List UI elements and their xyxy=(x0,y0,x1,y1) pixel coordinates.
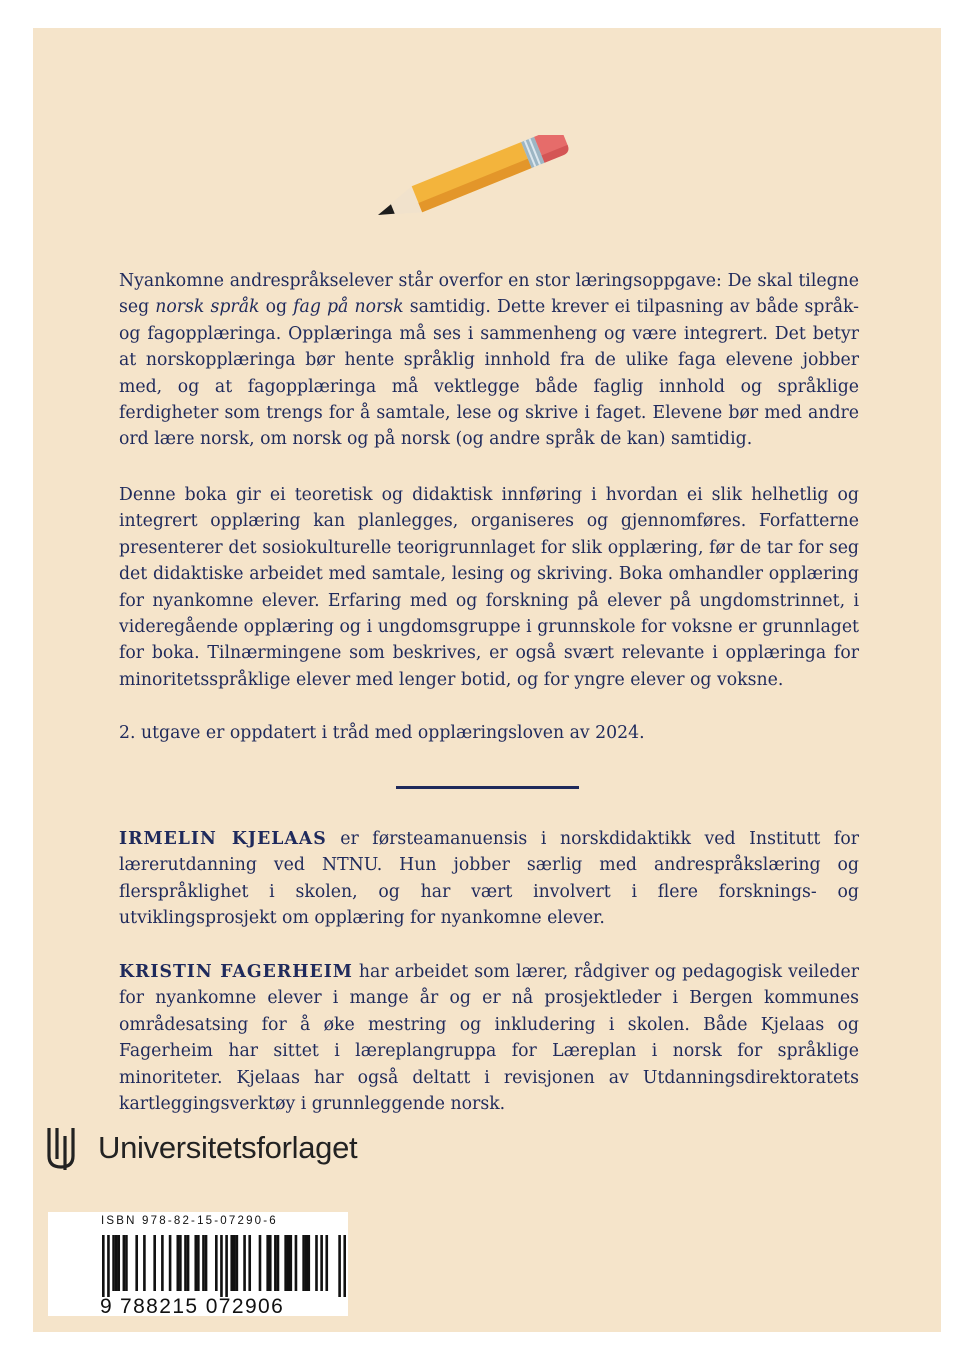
barcode-bar xyxy=(277,1235,280,1291)
universitetsforlaget-logo-icon xyxy=(46,1126,76,1170)
barcode-digit-first: 9 xyxy=(100,1295,112,1318)
barcode-bar xyxy=(169,1235,172,1291)
intro-paragraph-2 xyxy=(119,482,859,693)
emphasis-fag-pa-norsk: fag på norsk xyxy=(293,297,404,318)
barcode-bar xyxy=(125,1235,128,1291)
isbn-label: ISBN 978-82-15-07290-6 xyxy=(101,1215,278,1227)
barcode-bar xyxy=(289,1235,292,1291)
barcode-bar xyxy=(135,1235,138,1291)
barcode-bar xyxy=(220,1235,223,1297)
barcode-bar xyxy=(143,1235,146,1291)
edition-note xyxy=(119,720,859,746)
barcode-bar xyxy=(233,1235,236,1291)
intro-paragraph-1 xyxy=(119,268,859,453)
emphasis-norsk-sprak: norsk språk xyxy=(155,297,260,318)
author-bio: har arbeidet som lærer, rådgiver og pedagogisk veileder for nyankomne elever i mange år og er nå prosjektleder i Bergen kommunes områdesatsing for å øke mestring og inkludering i skolen. Både Kjelaas og Fagerheim har sittet i læreplangruppa for Læreplan i norsk for språklige minoriteter. Kjelaas har også deltatt i revisjonen av Utdanningsdirektoratets kartleggingsverktøy i grunnleggende norsk. xyxy=(119,962,859,1115)
barcode-bar xyxy=(187,1235,190,1291)
barcode-bar xyxy=(315,1235,318,1291)
barcode-bar xyxy=(184,1235,187,1291)
barcode-bar xyxy=(325,1235,328,1291)
barcode-bar xyxy=(259,1235,262,1291)
author-bio-kjelaas xyxy=(119,826,859,932)
barcode-bar xyxy=(202,1235,205,1291)
barcode-bar xyxy=(248,1235,251,1291)
barcode-bar xyxy=(153,1235,156,1291)
barcode-area xyxy=(48,1212,348,1316)
pencil-icon xyxy=(378,135,588,220)
barcode-bar xyxy=(236,1235,239,1291)
author-bio: er førsteamanuensis i norskdidaktikk ved Institutt for lærerutdanning ved NTNU. Hun jobber særlig med andrespråkslæring og flerspråklighet i skolen, og har vært involvert i flere forsknings- og utviklingsprosjekt om opplæring for nyankomne elever. xyxy=(119,829,859,929)
barcode-bar xyxy=(115,1235,118,1291)
barcode-bar xyxy=(179,1235,182,1291)
section-divider xyxy=(396,786,579,789)
barcode-bar xyxy=(305,1235,308,1291)
barcode-bar xyxy=(307,1235,310,1291)
barcode-bar xyxy=(161,1235,164,1291)
barcode-digits: 788215 072906 xyxy=(120,1295,285,1318)
barcode-bar xyxy=(107,1235,110,1297)
barcode-bar xyxy=(320,1235,323,1291)
edition-text: 2. utgave er oppdatert i tråd med opplæringsloven av 2024. xyxy=(119,723,645,743)
barcode-bar xyxy=(176,1235,179,1291)
barcode-bar xyxy=(338,1235,341,1297)
barcode-bar xyxy=(266,1235,269,1291)
barcode-bar xyxy=(102,1235,105,1297)
barcode-bar xyxy=(205,1235,208,1291)
barcode-bar xyxy=(287,1235,290,1291)
intro-text: og xyxy=(259,297,294,318)
author-bio-fagerheim xyxy=(119,959,859,1117)
barcode-bar xyxy=(117,1235,120,1291)
publisher-name: Universitetsforlaget xyxy=(98,1130,358,1165)
barcode-bar xyxy=(269,1235,272,1291)
barcode-bar xyxy=(274,1235,277,1291)
barcode-bar xyxy=(302,1235,305,1291)
barcode xyxy=(102,1235,346,1297)
barcode-bar xyxy=(225,1235,228,1297)
author-name: IRMELIN KJELAAS xyxy=(119,829,327,849)
author-name: KRISTIN FAGERHEIM xyxy=(119,962,353,982)
intro-text: samtidig. Dette krever ei tilpasning av både språk- og fagopplæringa. Opplæringa må ses i sammenheng og være integrert. Det betyr at norskopplæringa bør hente språklig innhold fra de ulike faga elevene jobber med, og at fagopplæringa må vektlegge både faglig innhold og språklige ferdigheter som trengs for å samtale, lese og skrive i faget. Elevene bør med andre ord lære norsk, om norsk og på norsk (og andre språk de kan) samtidig. xyxy=(119,297,860,450)
barcode-bar xyxy=(123,1235,126,1291)
barcode-bar xyxy=(284,1235,287,1291)
intro-text: Denne boka gir ei teoretisk og didaktisk innføring i hvordan ei slik helhetlig og integrert opplæring kan planlegges, organiseres og gjennomføres. Forfatterne presenterer det sosiokulturelle teorigrunnlaget for slik opplæring, før de tar for seg det didaktiske arbeidet med samtale, lesing og skriving. Boka omhandler opplæring for nyankomne elever. Erfaring med og forskning på elever på ungdomstrinnet, i videregående opplæring og i ungdomsgruppe i grunnskole for voksne er grunnlaget for boka. Tilnærmingene som beskrives, er også svært relevante i opplæringa for minoritetsspråklige elever med lenger botid, og for yngre elever og voksne. xyxy=(119,485,859,690)
barcode-bar xyxy=(197,1235,200,1291)
barcode-bar xyxy=(343,1235,346,1297)
barcode-bar xyxy=(230,1235,233,1291)
barcode-bar xyxy=(194,1235,197,1291)
barcode-bar xyxy=(243,1235,246,1291)
intro-text: Nyankomne andrespråkselever står overfor en stor læringsoppgave: De skal tilegne seg xyxy=(119,271,859,318)
barcode-bar xyxy=(215,1235,218,1291)
publisher xyxy=(46,1126,357,1170)
barcode-bar xyxy=(295,1235,298,1291)
barcode-bar xyxy=(112,1235,115,1291)
